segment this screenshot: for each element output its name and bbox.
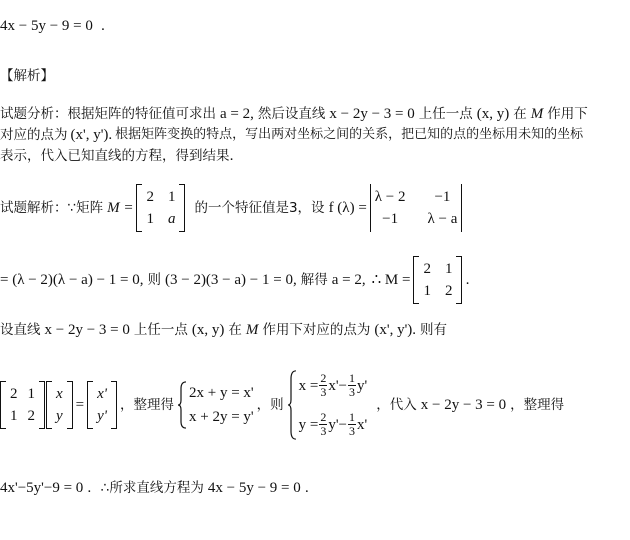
analysis-line-2: 对应的点为 (x', y'). 根据矩阵变换的特点，写出两对坐标之间的关系，把已知的点的坐标用未知的坐标 bbox=[0, 127, 584, 143]
solution-line-3: 设直线 x − 2y − 3 = 0 上任一点 (x, y) 在 M 作用下对应的点为 (x', y'). 则有 bbox=[0, 322, 448, 338]
matrix-product: 2 1 1 2 bbox=[0, 381, 45, 429]
result-equation: 4x − 5y − 9 = 0 bbox=[0, 18, 93, 34]
solution-line-1: 试题解析：∵矩阵 M = 2 1 1 a 的一个特征值是3，设 f (λ) = λ − 2 −1 −1 λ − a bbox=[0, 184, 465, 232]
analysis-heading: 【解析】 bbox=[0, 68, 54, 84]
determinant: λ − 2 −1 −1 λ − a bbox=[370, 184, 463, 232]
matrix-m-solved: 2 1 1 2 bbox=[413, 256, 462, 304]
analysis-line-3: 表示，代入已知直线的方程，得到结果． bbox=[0, 148, 243, 164]
final-line: 4x'−5y'−9 = 0 ．∴所求直线方程为 4x − 5y − 9 = 0 ． bbox=[0, 480, 319, 496]
vector-xy: x y bbox=[46, 381, 73, 429]
equation-system-1: 2x + y = x' x + 2y = y' bbox=[177, 381, 254, 429]
equation-system-2: x = $\frac{2}{3}$ x'− $\frac{1}{3}$ y' y = $\frac{2}{3}$ y'− $\frac{1}{3}$ x' bbox=[287, 370, 368, 440]
vector-xy-prime: x' y' bbox=[87, 381, 117, 429]
analysis-line-1: 试题分析： 根据矩阵的特征值可求出 a = 2, 然后设直线 x − 2y − 3 = 0 上任一点 (x, y) 在 M 作用下 bbox=[0, 106, 588, 122]
final-equation: 4x − 5y − 9 = 0 bbox=[207, 480, 301, 496]
solution-line-4: 2 1 1 2 x y = x' y' ，整理得 2x + y = x' x + 2y = y' ，则 x = $\frac{2}{3}$ x'− $\frac{1}{3}$ y' y = $\frac{2}{3}$ y'− $\frac{1}{3}$ x' ，代入 x − 2y − 3 = 0 ，整理得 bbox=[0, 370, 564, 440]
result-line-top: 4x − 5y − 9 = 0 ． bbox=[0, 18, 115, 34]
solution-line-2: = (λ − 2)(λ − a) − 1 = 0, 则 (3 − 2)(3 − a) − 1 = 0, 解得 a = 2, ∴ M = 2 1 1 2 ． bbox=[0, 256, 479, 304]
matrix-m: 2 1 1 a bbox=[136, 184, 185, 232]
